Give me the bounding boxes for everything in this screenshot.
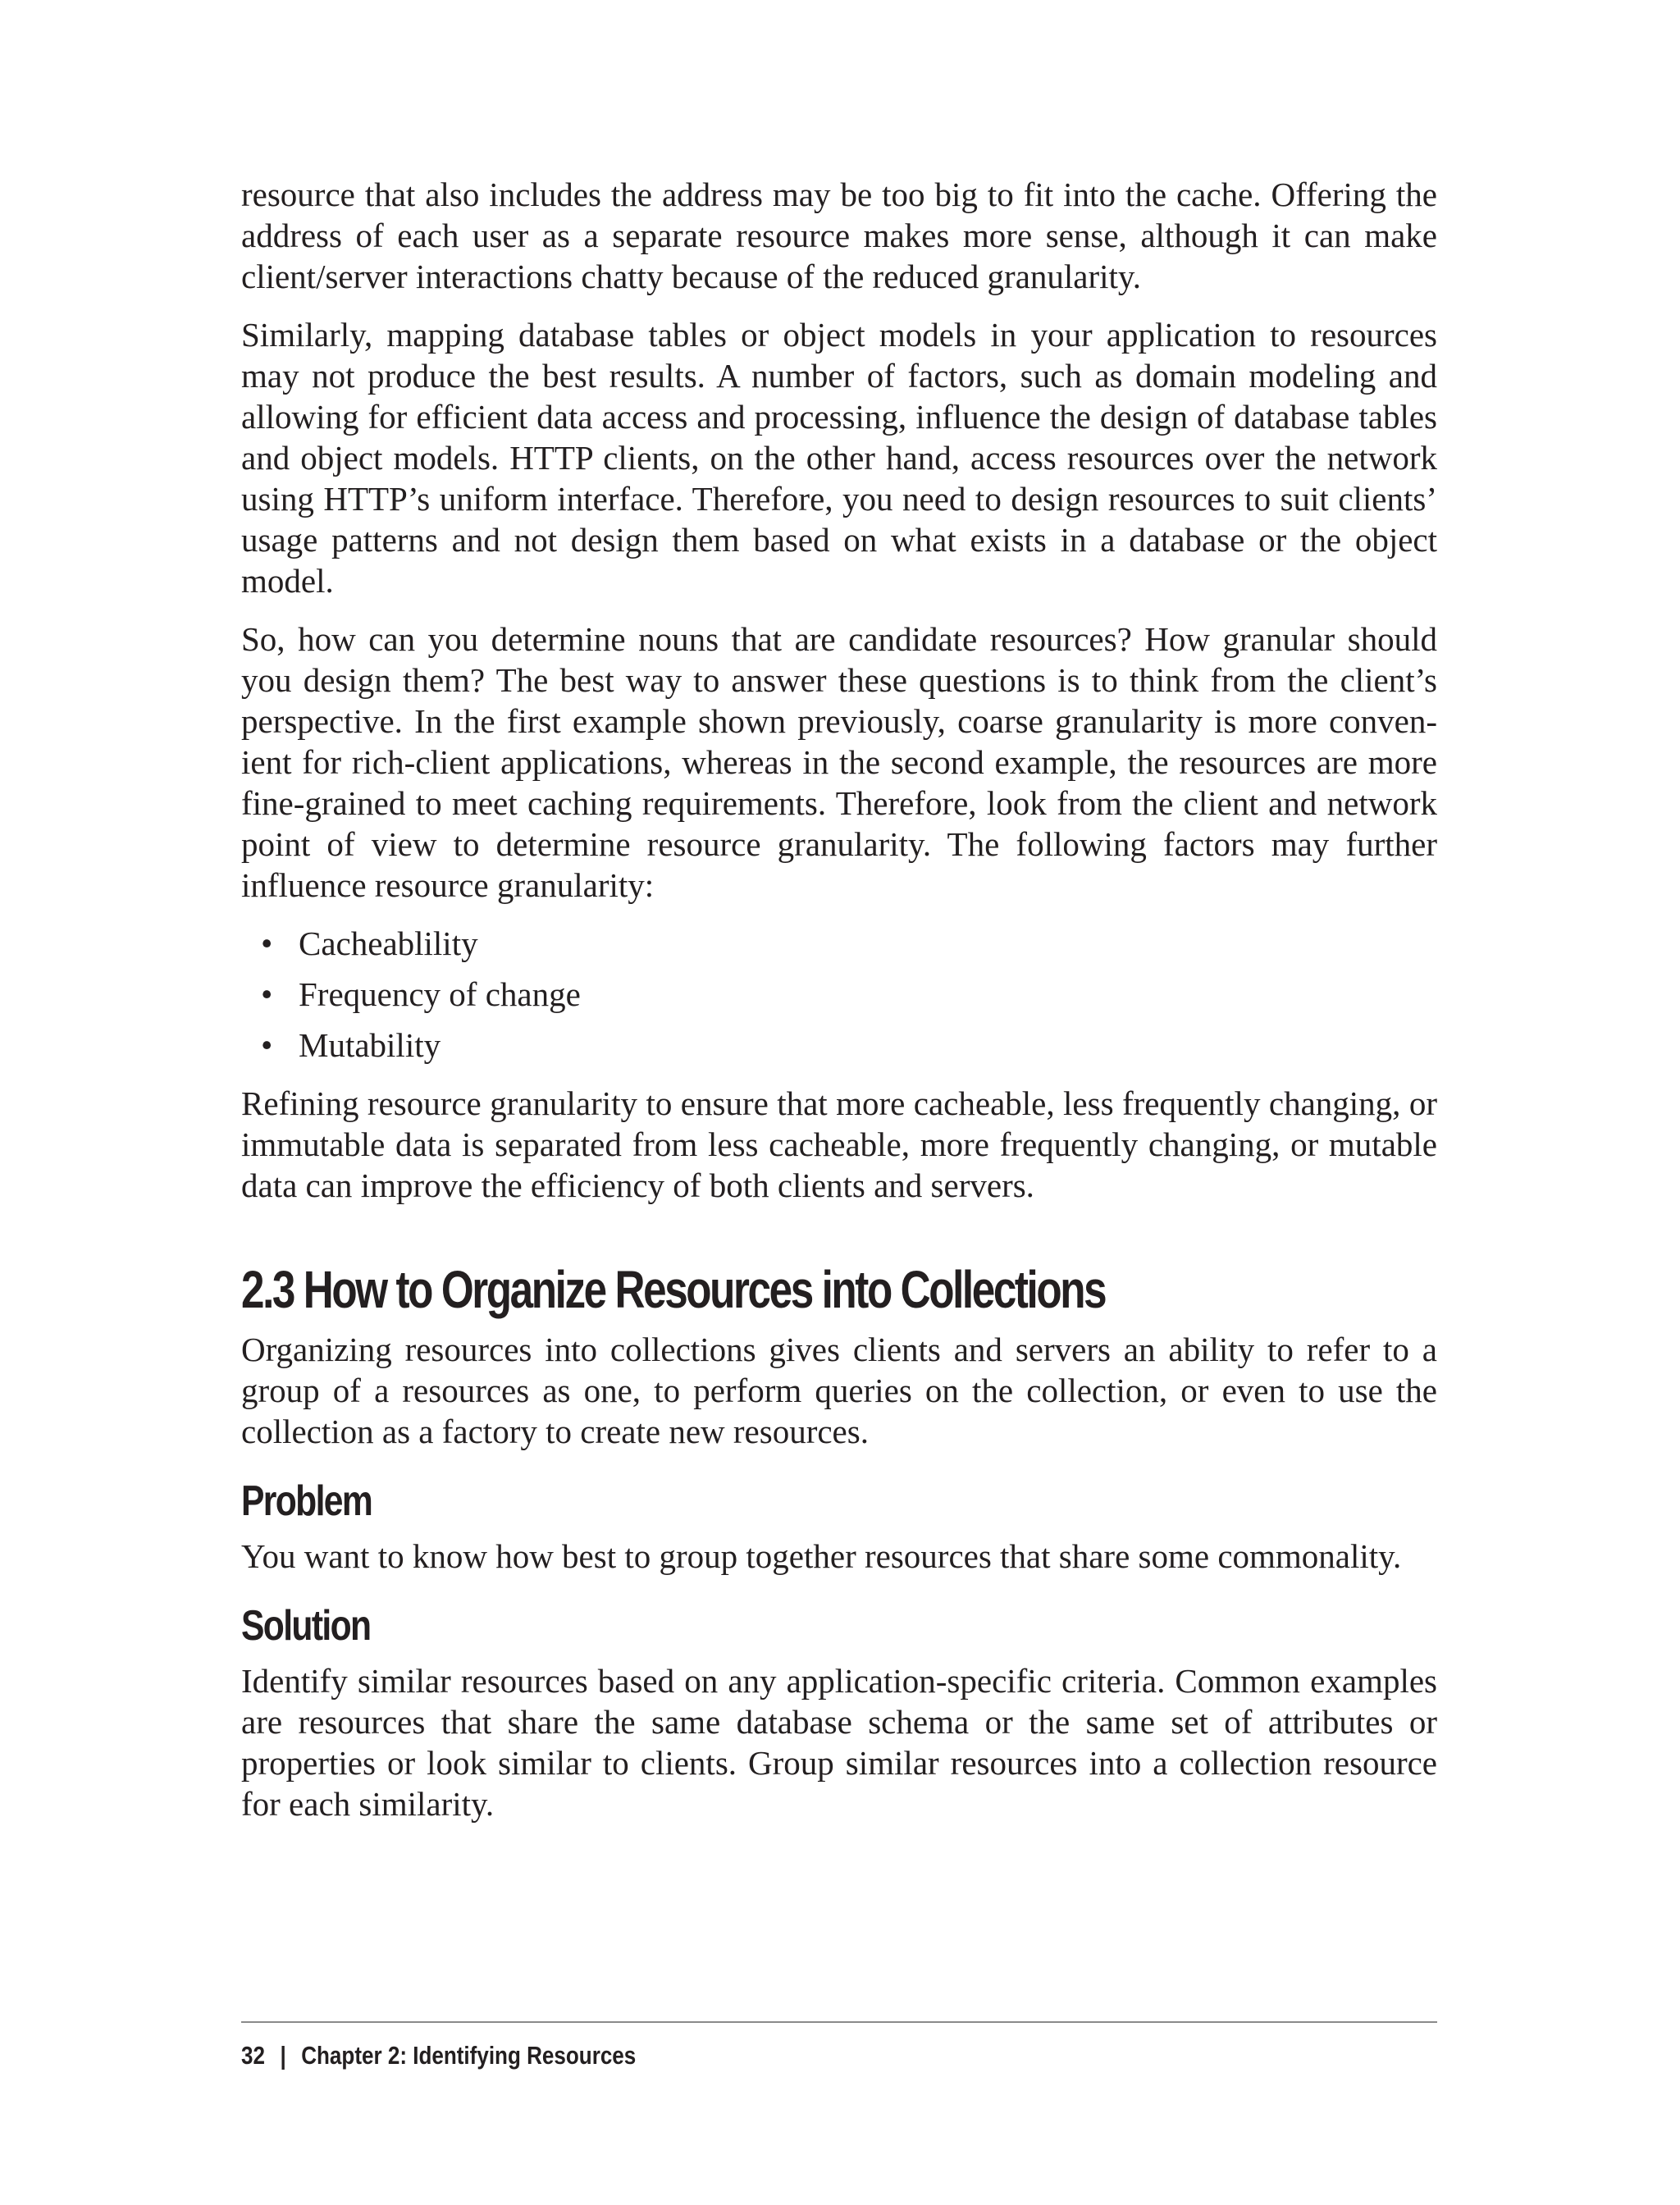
bullet-icon: • bbox=[261, 975, 273, 1013]
problem-heading: Problem bbox=[241, 1477, 372, 1525]
solution-text: Identify similar resources based on any application-specific criteria. Common examples are resources that share the same database schema or the same set of attributes or properties or look similar to clients. Group similar resources into a collection resource for each similarity. bbox=[241, 1662, 1437, 1823]
paragraph-database-mapping: Similarly, mapping database tables or object models in your application to resources may not produce the best results. A number of factors, such as domain modeling and allowing for efficient data access and processing, influence the design of database tables and object models. HTTP clients, on the other hand, access resources over the network using HTTP’s uniform interface. Therefore, you need to design resources to suit clients’ usage patterns and not design them based on what exists in a database or the object model. bbox=[241, 316, 1437, 600]
footer-separator: | bbox=[280, 2041, 286, 2070]
paragraph-cache-address: resource that also includes the address may be too big to fit into the cache. Offering the address of each user as a separate resource makes more sense, although it can make client/server interactions chatty because of the reduced granularity. bbox=[241, 176, 1437, 295]
list-item bbox=[241, 923, 1437, 964]
bullet-icon: • bbox=[261, 1026, 273, 1064]
solution-heading: Solution bbox=[241, 1602, 371, 1650]
footer-divider bbox=[241, 2021, 1437, 2023]
page-footer bbox=[241, 2039, 636, 2072]
list-item-label: Cacheablility bbox=[299, 924, 478, 962]
bullet-icon: • bbox=[261, 924, 273, 962]
paragraph-refining-granularity: Refining resource granularity to ensure that more cacheable, less frequently changing, or immutable data is separated from less cacheable, more frequently changing, or mutable data can improve the efficiency of both clients and servers. bbox=[241, 1084, 1437, 1204]
list-item-label: Mutability bbox=[299, 1026, 441, 1064]
page-body bbox=[241, 174, 1437, 1842]
problem-text: You want to know how best to group together resources that share some commonality. bbox=[241, 1537, 1402, 1575]
paragraph-granularity: So, how can you determine nouns that are candidate resources? How granular should you design them? The best way to answer these questions is to think from the client’s perspective. In the first example shown previously, coarse granularity is more convenient for rich-client applications, whereas in the second example, the resources are more fine-grained to meet caching requirements. Therefore, look from the client and network point of view to determine resource granularity. The following factors may further influence resource granularity: bbox=[241, 620, 1437, 904]
list-item-label: Frequency of change bbox=[299, 975, 581, 1013]
section-intro: Organizing resources into collections gives clients and servers an ability to refer to a group of a resources as one, to perform queries on the collection, or even to use the collection as a factory to create new resources. bbox=[241, 1331, 1437, 1450]
list-item bbox=[241, 1025, 1437, 1066]
chapter-title: Chapter 2: Identifying Resources bbox=[301, 2041, 637, 2070]
list-item bbox=[241, 974, 1437, 1015]
granularity-factors-list bbox=[241, 923, 1437, 1066]
section-heading: 2.3 How to Organize Resources into Collections bbox=[241, 1260, 1106, 1319]
page-number: 32 bbox=[241, 2041, 265, 2070]
